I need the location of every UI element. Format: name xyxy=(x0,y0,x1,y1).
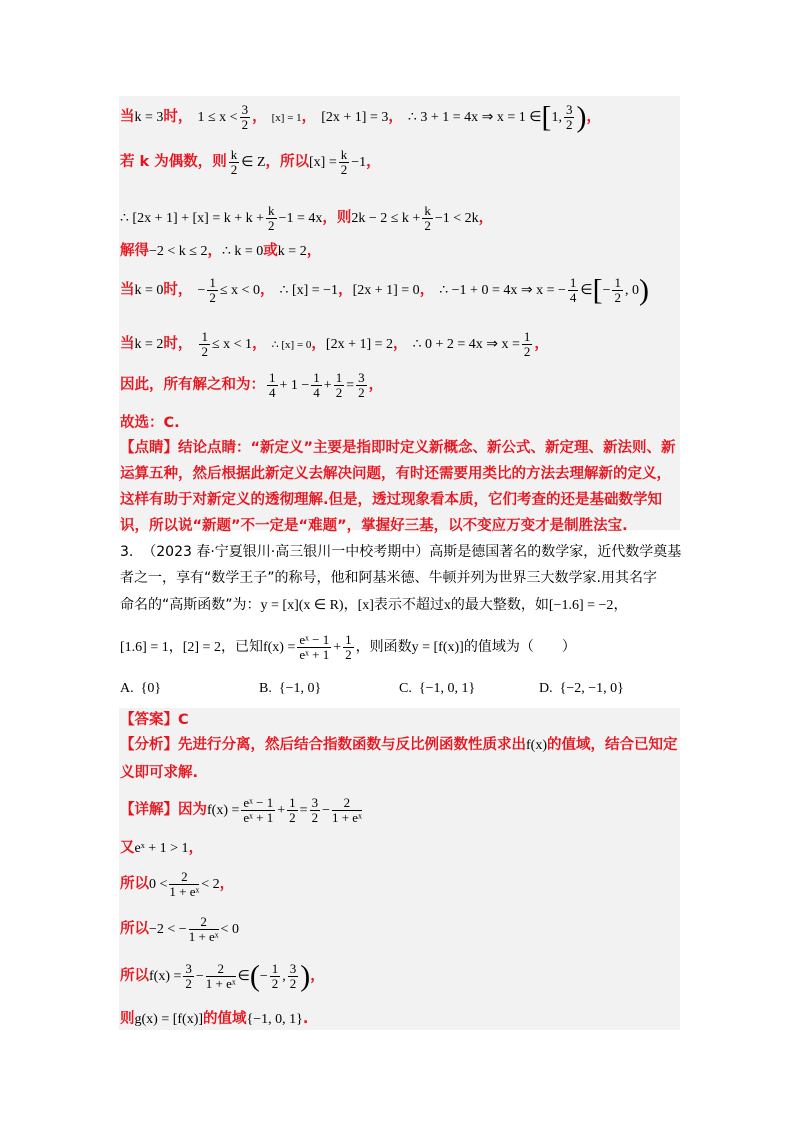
case-k0-line: 当k = 0时， − $\frac{1}{2}$ ≤ x < 0， ∴ [x] = −1，[2x + 1] = 0， ∴ −1 + 0 = 4x ⇒ x = − $\frac{1}{4}$ ∈[− $\frac{1}{2}$ , 0) xyxy=(120,273,649,307)
analysis-line-2: 义即可求解. xyxy=(120,765,199,781)
choice-line: 故选：C. xyxy=(120,415,180,431)
fraction: $\frac{2}{\text{1 + eˣ}}$ xyxy=(188,914,219,944)
answer-line: 【答案】C xyxy=(120,712,189,728)
also-line: 又eˣ + 1 > 1， xyxy=(120,840,204,856)
solve-line: 解得−2 < k ≤ 2，∴ k = 0或k = 2， xyxy=(120,243,322,259)
fraction: $\frac{1}{2}$ xyxy=(209,275,216,305)
case-prefix: 当 xyxy=(120,109,135,126)
fraction: $\frac{1}{4}$ xyxy=(313,370,320,400)
so-line-3: 所以f(x) = $\frac{3}{2}$ − $\frac{2}{\text{1 + eˣ}}$ ∈(− $\frac{1}{2}$ , $\frac{3}{2}$ )， xyxy=(120,959,325,993)
fraction: $\frac{k}{2}$ xyxy=(268,203,275,233)
fraction: $\frac{1}{2}$ xyxy=(523,329,531,359)
fraction: $\frac{3}{2}$ xyxy=(289,961,297,991)
if-even-line: 若 k 为偶数，则 $\frac{k}{2}$ ∈ Z，所以[x] = $\frac{k}{2}$ −1， xyxy=(120,147,381,177)
question-number: 3. xyxy=(120,544,134,560)
detail-line: 【详解】因为f(x) = $\frac{\text{eˣ − 1}}{\text{eˣ + 1}}$ + $\frac{1}{2}$ = $\frac{3}{2}$ − $\frac{2}{\text{1 + eˣ}}$ xyxy=(120,795,362,825)
sum-line: 因此，所有解之和为： $\frac{1}{4}$ + 1 − $\frac{1}{4}$ + $\frac{1}{2}$ = $\frac{3}{2}$ ， xyxy=(120,370,384,400)
fraction: $\frac{\text{eˣ − 1}}{\text{eˣ + 1}}$ xyxy=(243,795,274,825)
fraction: $\frac{\text{eˣ − 1}}{\text{eˣ + 1}}$ xyxy=(299,632,330,662)
fraction: $\frac{1}{4}$ xyxy=(269,370,276,400)
option-b: B. {−1, 0} xyxy=(259,681,322,696)
final-line: 则g(x) = [f(x)]的值域{−1, 0, 1}. xyxy=(120,1011,309,1027)
when-text: 时， xyxy=(163,109,193,126)
option-a: A. {0} xyxy=(120,681,162,696)
fraction: $\frac{1}{2}$ xyxy=(614,275,621,305)
x-range: 1 ≤ x < xyxy=(197,110,238,126)
question-line-4: [1.6] = 1，[2] = 2，已知f(x) = $\frac{\text{eˣ − 1}}{\text{eˣ + 1}}$ + $\frac{1}{2}$ ，则函数y = [f(x)]的值域为（ ） xyxy=(120,632,576,662)
k-value: k = 3 xyxy=(134,110,164,126)
therefore-line: ∴ [2x + 1] + [x] = k + k + $\frac{k}{2}$ −1 = 4x，则2k − 2 ≤ k + $\frac{k}{2}$ −1 < 2k， xyxy=(120,203,494,233)
analysis-line-1: 【分析】先进行分离，然后结合指数函数与反比例函数性质求出f(x)的值域，结合已知定 xyxy=(120,737,678,753)
fraction: $\frac{k}{2}$ xyxy=(340,147,348,177)
fraction: $\frac{3}{2}$ xyxy=(311,795,319,825)
fraction: $\frac{1}{2}$ xyxy=(201,329,208,359)
fraction: $\frac{2}{\text{1 + eˣ}}$ xyxy=(169,869,200,899)
question-line-1: 3. （2023 春·宁夏银川·高三银川一中校考期中）高斯是德国著名的数学家，近代数学奠基 xyxy=(120,544,682,560)
option-d: D. {−2, −1, 0} xyxy=(539,681,624,696)
case-k2-line: 当k = 2时， $\frac{1}{2}$ ≤ x < 1， ∴ [x] = 0，[2x + 1] = 2， ∴ 0 + 2 = 4x ⇒ x = $\frac{1}{2}$ ， xyxy=(120,329,549,359)
floor-x: [x] = 1 xyxy=(271,112,302,125)
fraction: $\frac{1}{2}$ xyxy=(271,961,279,991)
so-line-2: 所以−2 < − $\frac{2}{\text{1 + eˣ}}$ < 0 xyxy=(120,914,239,944)
fraction: $\frac{2}{\text{1 + eˣ}}$ xyxy=(331,795,362,825)
fraction: $\frac{1}{2}$ xyxy=(345,632,352,662)
fraction: $\frac{k}{2}$ xyxy=(230,147,238,177)
floor-2x: [2x + 1] = 3 xyxy=(321,110,389,126)
fraction: $\frac{1}{4}$ xyxy=(569,275,577,305)
fraction: $\frac{2}{\text{1 + eˣ}}$ xyxy=(205,961,236,991)
fraction: $\frac{k}{2}$ xyxy=(424,203,431,233)
fraction: $\frac{1}{2}$ xyxy=(289,795,296,825)
fraction: $\frac{1}{2}$ xyxy=(335,370,343,400)
so-line-1: 所以0 < $\frac{2}{\text{1 + eˣ}}$ < 2， xyxy=(120,869,235,899)
question-line-2: 者之一，享有“数学王子”的称号，他和阿基米德、牛顿并列为世界三大数学家.用其名字 xyxy=(120,570,657,586)
question-line-3: 命名的“高斯函数”为：y = [x](x ∈ R)，[x]表示不超过x的最大整数，如[−1.6] = −2， xyxy=(120,597,628,613)
case-k3-line: 当k = 3时， 1 ≤ x < $\frac{3}{2}$ ， [x] = 1， [2x + 1] = 3， ∴ 3 + 1 = 4x ⇒ x = 1 ∈[1, $\frac{3}{2}$ )， xyxy=(120,100,601,134)
fraction: $\frac{3}{2}$ xyxy=(358,370,365,400)
option-c: C. {−1, 0, 1} xyxy=(399,681,476,696)
comment-paragraph: 【点睛】结论点睛：“新定义”主要是指即时定义新概念、新公式、新定理、新法则、新运算五种，然后根据此新定义去解决问题，有时还需要用类比的方法去理解新的定义，这样有助于对新定义的透彻理解.但是，透过现象看本质，它们考查的还是基础数学知识，所以说“新题”不一定是“难题”，掌握好三基，以不变应万变才是制胜法宝. xyxy=(120,440,676,534)
fraction: $\frac{3}{2}$ xyxy=(565,102,573,132)
fraction: $\frac{3}{2}$ xyxy=(241,102,249,132)
fraction: $\frac{3}{2}$ xyxy=(185,961,192,991)
conclusion: ∴ 3 + 1 = 4x ⇒ x = 1 ∈ xyxy=(407,110,542,126)
